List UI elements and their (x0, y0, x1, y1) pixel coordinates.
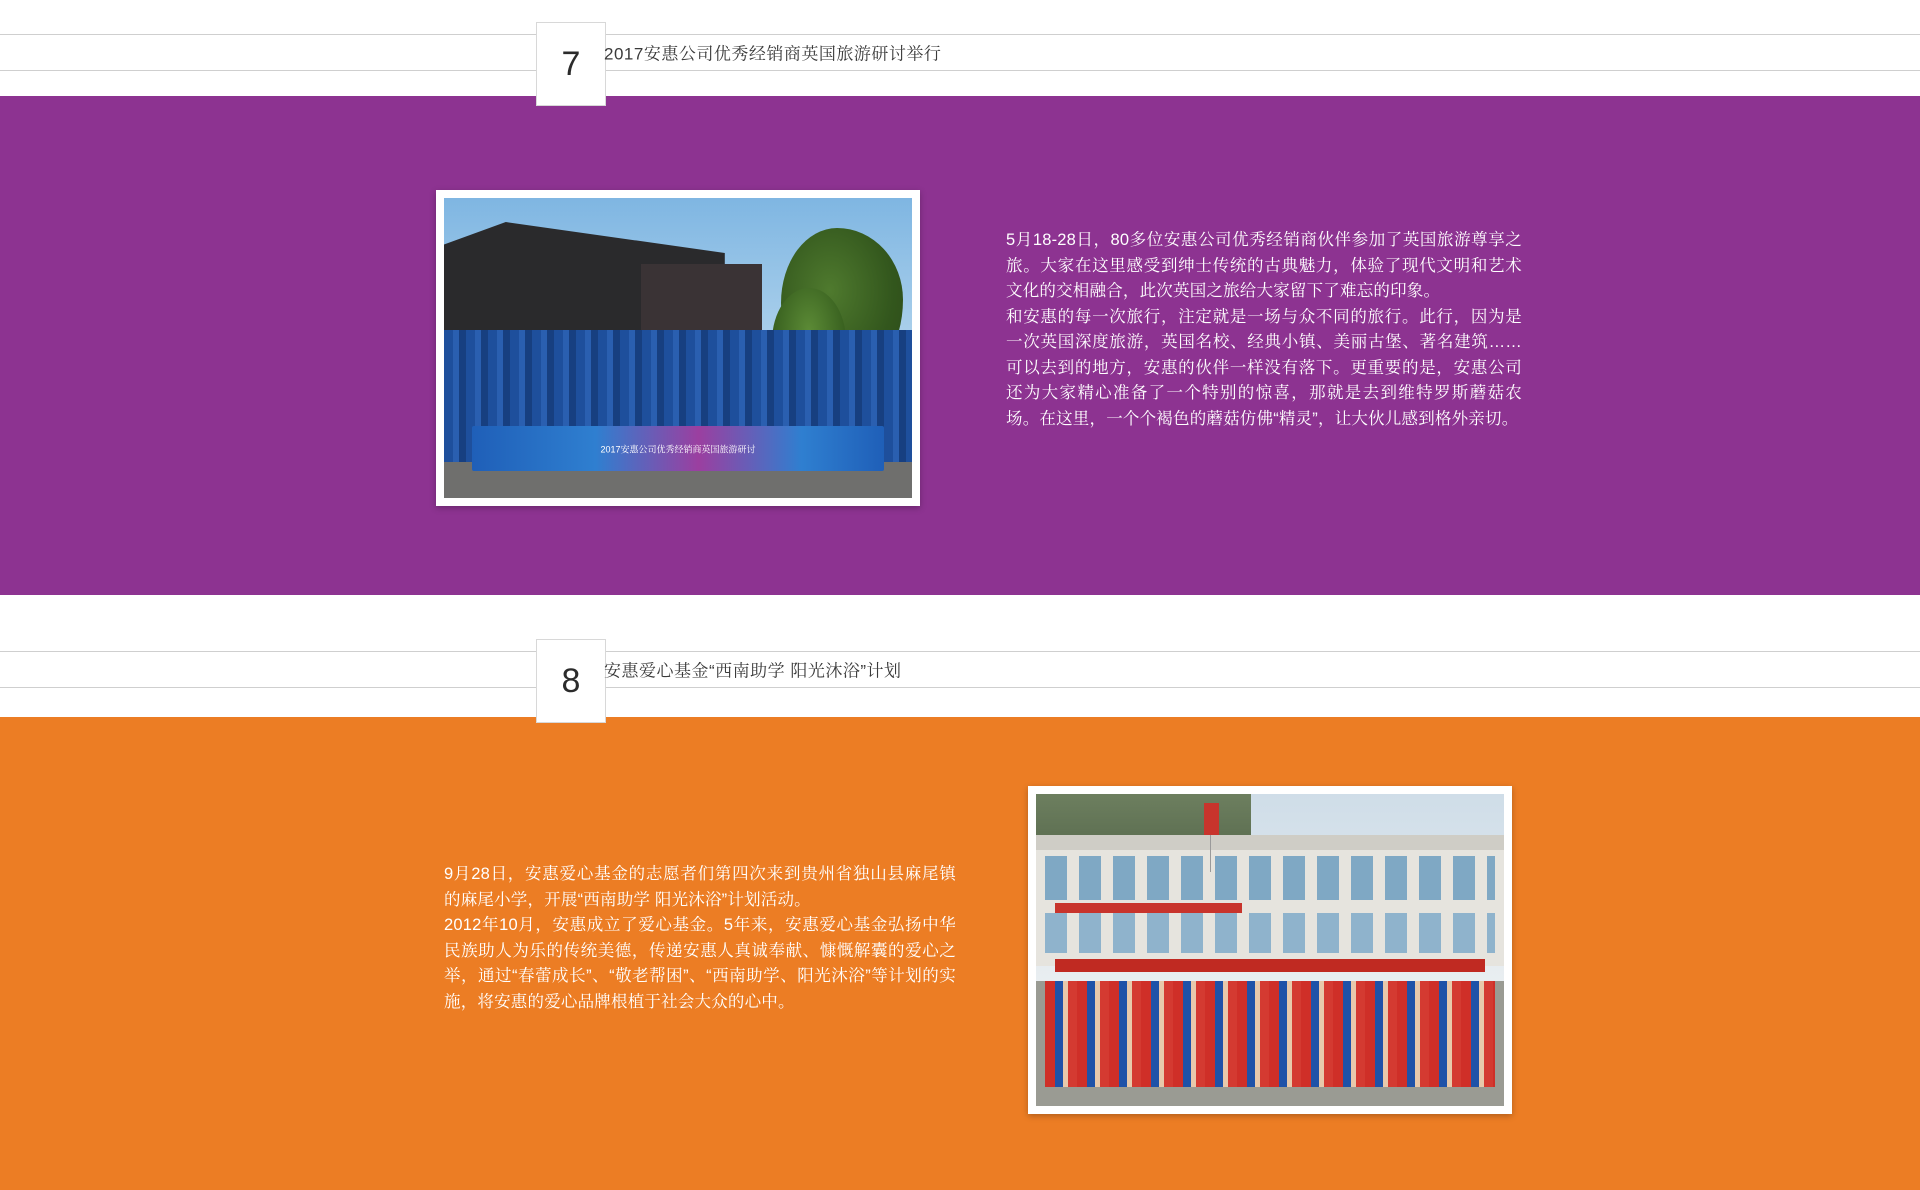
section-8 (0, 617, 1920, 700)
school-group-photo (1036, 794, 1504, 1106)
photo-window-row-lower (1045, 913, 1494, 954)
group-photo-uk-trip (444, 198, 912, 498)
header-rule-bottom (0, 687, 1920, 688)
section-number-badge-7: 7 (536, 22, 606, 106)
section-title-7: 2017安惠公司优秀经销商英国旅游研讨举行 (604, 44, 942, 64)
section-8-header (0, 617, 1920, 700)
paragraph: 5月18-28日，80多位安惠公司优秀经销商伙伴参加了英国旅游尊享之旅。大家在这里感受到绅士传统的古典魅力，体验了现代文明和艺术文化的交相融合，此次英国之旅给大家留下了难忘的印象。 (1006, 231, 1522, 300)
section-7-color-band (0, 96, 1920, 595)
photo-red-banner (1055, 959, 1486, 971)
photo-banner-text: 2017安惠公司优秀经销商英国旅游研讨 (600, 444, 756, 454)
photo-flag (1204, 803, 1218, 834)
section-number-badge-8: 8 (536, 639, 606, 723)
header-rule-bottom (0, 70, 1920, 71)
photo-building-roof (1036, 835, 1504, 851)
section-title-8: 安惠爱心基金“西南助学 阳光沐浴”计划 (604, 661, 902, 681)
header-rule-top (0, 651, 1920, 652)
section-7 (0, 0, 1920, 454)
photo-banner (472, 426, 884, 471)
photo-children-front-row (1045, 981, 1494, 1087)
paragraph: 9月28日，安惠爱心基金的志愿者们第四次来到贵州省独山县麻尾镇的麻尾小学，开展“西南助学 阳光沐浴”计划活动。 (444, 865, 956, 909)
section-7-body-text (1006, 228, 1522, 432)
section-8-color-band (0, 717, 1920, 1190)
section-7-header (0, 0, 1920, 83)
photo-frame-school (1028, 786, 1512, 1114)
paragraph: 2012年10月，安惠成立了爱心基金。5年来，安惠爱心基金弘扬中华民族助人为乐的传统美德，传递安惠人真诚奉献、慷慨解囊的爱心之举，通过“春蕾成长”、“敬老帮困”、“西南助学、阳光沐浴”等计划的实施，将安惠的爱心品牌根植于社会大众的心中。 (444, 916, 956, 1011)
paragraph: 和安惠的每一次旅行，注定就是一场与众不同的旅行。此行，因为是一次英国深度旅游，英国名校、经典小镇、美丽古堡、著名建筑……可以去到的地方，安惠的伙伴一样没有落下。更重要的是，安惠公司还为大家精心准备了一个特别的惊喜，那就是去到维特罗斯蘑菇农场。在这里，一个个褐色的蘑菇仿佛“精灵”，让大伙儿感到格外亲切。 (1006, 307, 1522, 428)
section-8-body-text (444, 862, 956, 1015)
header-rule-top (0, 34, 1920, 35)
photo-frame-uk-trip (436, 190, 920, 506)
photo-window-row-upper (1045, 856, 1494, 900)
